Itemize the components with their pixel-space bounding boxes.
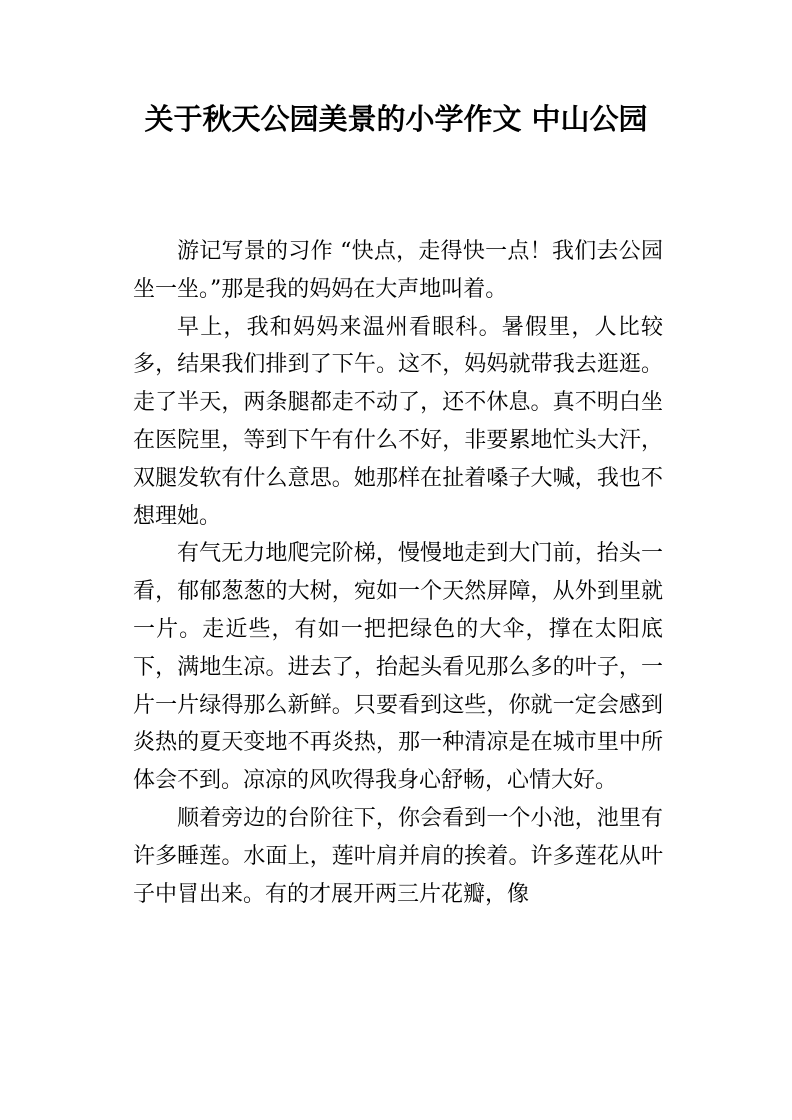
paragraph-2: 早上，我和妈妈来温州看眼科。暑假里，人比较多，结果我们排到了下午。这不，妈妈就带我去逛逛。走了半天，两条腿都走不动了，还不休息。真不明白坐在医院里，等到下午有什么不好，非要累地忙头大汗，双腿发软有什么意思。她那样在扯着嗓子大喊，我也不想理她。 [133,314,663,529]
paragraph-3: 有气无力地爬完阶梯，慢慢地走到大门前，抬头一看，郁郁葱葱的大树，宛如一个天然屏障，从外到里就一片。走近些，有如一把把绿色的大伞，撑在太阳底下，满地生凉。进去了，抬起头看见那么多的叶子，一片一片绿得那么新鲜。只要看到这些，你就一定会感到炎热的夏天变地不再炎热，那一种清凉是在城市里中所体会不到。凉凉的风吹得我身心舒畅，心情大好。 [133,541,663,794]
paragraph-1: 游记写景的习作 “快点，走得快一点！我们去公园坐一坐。”那是我的妈妈在大声地叫着。 [133,239,663,302]
document-body [133,233,663,913]
document-title: 关于秋天公园美景的小学作文 中山公园 [144,102,648,136]
paragraph-4: 顺着旁边的台阶往下，你会看到一个小池，池里有许多睡莲。水面上，莲叶肩并肩的挨着。许多莲花从叶子中冒出来。有的才展开两三片花瓣，像 [133,805,663,907]
